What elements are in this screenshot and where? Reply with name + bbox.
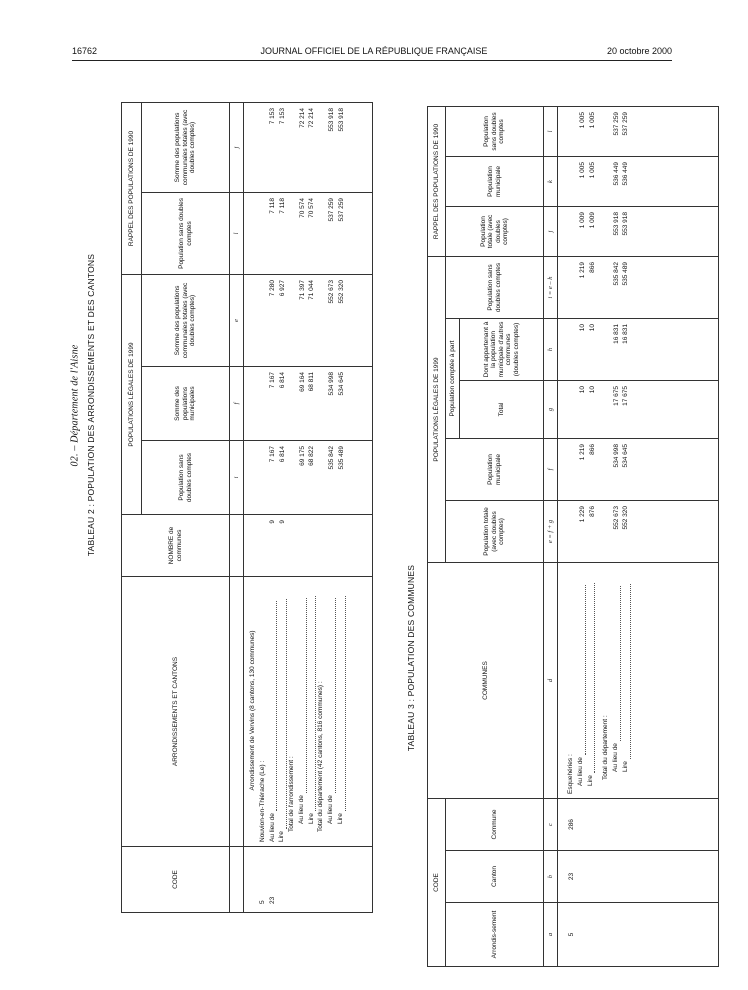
t3-lire-2: Lire <box>621 761 629 772</box>
t3-value-k-1: 1 005 <box>588 161 596 179</box>
t3-values-l <box>558 106 719 156</box>
t3-value-l-1: 1 005 <box>588 111 596 129</box>
t2-values-l <box>244 192 373 274</box>
t3-h-arrond: Arrondis-sement <box>446 903 544 967</box>
t2-h-arr: ARRONDISSEMENTS ET CANTONS <box>122 577 230 847</box>
t3-value-h-3: 16 831 <box>622 323 630 344</box>
t3-col-k: Population municipale <box>446 156 544 206</box>
t2-key-i: i <box>230 441 244 515</box>
t2-code-canton: 23 <box>268 896 276 904</box>
t2-col-j: Somme des populations communales totales (avec doubles comptes) <box>142 102 230 192</box>
t3-value-e-3: 552 320 <box>622 505 630 530</box>
table2-title: TABLEAU 2 : POPULATION DES ARRONDISSEMENTS ET DES CANTONS <box>86 253 96 557</box>
t3-col-g: Total <box>460 380 544 438</box>
t2-value-j-2: 72 214 <box>298 107 306 128</box>
t3-key-f: f <box>544 438 558 500</box>
t3-value-i-2: 535 842 <box>612 261 620 286</box>
t2-value-e-1: 6 927 <box>278 279 286 297</box>
t3-commune: Esquehéries : <box>567 754 574 794</box>
journal-title: JOURNAL OFFICIEL DE LA RÉPUBLIQUE FRANÇAISE <box>260 46 488 56</box>
t3-key-g: g <box>544 380 558 438</box>
t2-lire-2: Lire <box>307 813 315 824</box>
t3-key-a: a <box>544 903 558 967</box>
t3-value-h-0: 10 <box>579 323 586 332</box>
table2 <box>121 103 373 913</box>
t3-values-e <box>558 500 719 562</box>
t2-value-i-4: 535 842 <box>328 446 335 470</box>
t2-lire-3: Lire <box>336 813 344 824</box>
t3-code-a: 5 <box>558 903 719 967</box>
t3-values-h <box>558 318 719 380</box>
t2-col-e: Somme des populations communales totales (avec doubles comptes) <box>142 274 230 366</box>
t3-key-c: c <box>544 798 558 850</box>
t2-value-l-0: 7 118 <box>269 197 276 214</box>
t3-value-k-0: 1 005 <box>579 161 586 179</box>
t2-value-l-3: 70 574 <box>308 197 316 218</box>
t3-h-pop1999: POPULATIONS LÉGALES DE 1999 <box>428 256 446 562</box>
t3-value-g-3: 17 675 <box>622 385 630 406</box>
t3-value-g-2: 17 675 <box>612 385 620 406</box>
t3-h-comptee: Population comptée à part <box>446 318 460 438</box>
t2-au-lieu-2: Au lieu de <box>297 795 305 824</box>
t2-value-l-5: 537 259 <box>337 197 345 222</box>
t2-nb-1: 9 <box>278 520 286 524</box>
t2-values-j <box>244 102 373 192</box>
t3-value-l-2: 537 259 <box>612 111 620 136</box>
t3-value-h-2: 16 831 <box>612 323 620 344</box>
t3-value-i-0: 1 219 <box>579 261 586 279</box>
t3-key-i: i = e – h <box>544 256 558 318</box>
t2-value-e-4: 552 673 <box>328 279 335 304</box>
t2-codes <box>244 847 373 913</box>
t3-total-dep: Total du département : <box>602 715 610 780</box>
t3-values-f <box>558 438 719 500</box>
t3-lire: Lire <box>586 775 594 786</box>
t2-value-j-4: 553 918 <box>328 107 335 132</box>
t2-value-f-4: 534 998 <box>328 372 335 396</box>
t3-value-j-0: 1 009 <box>579 211 586 229</box>
t2-values-i <box>244 441 373 515</box>
t3-col-j: Population totale (avec doubles comptes) <box>446 206 544 256</box>
t2-col-i: Population sans doubles comptes <box>142 441 230 515</box>
t2-au-lieu: Au lieu de <box>268 813 276 842</box>
t3-values-j <box>558 206 719 256</box>
t3-code-c: 286 <box>558 798 719 850</box>
t3-values-k <box>558 156 719 206</box>
t2-value-e-2: 71 397 <box>298 279 306 300</box>
t2-value-f-1: 6 814 <box>278 372 286 389</box>
t2-key-f: f <box>230 367 244 441</box>
t2-key-l: l <box>230 192 244 274</box>
t3-key-l: l <box>544 106 558 156</box>
t2-value-j-1: 7 153 <box>278 107 286 125</box>
t2-h-pop1999: POPULATIONS LÉGALES DE 1999 <box>122 274 142 514</box>
page-date: 20 octobre 2000 <box>606 46 672 56</box>
t3-h-rappel: RAPPEL DES POPULATIONS DE 1990 <box>428 106 446 256</box>
table3-title: TABLEAU 3 : POPULATION DES COMMUNES <box>406 564 416 752</box>
t3-value-k-2: 536 449 <box>612 161 620 186</box>
t3-key-k: k <box>544 156 558 206</box>
t2-col-l: Population sans doubles comptes <box>142 192 230 274</box>
t3-value-l-3: 537 259 <box>622 111 630 136</box>
t2-value-f-2: 69 164 <box>298 372 306 392</box>
t2-value-i-1: 6 814 <box>278 446 286 463</box>
t2-lire: Lire <box>278 831 286 842</box>
t2-value-i-2: 69 175 <box>298 446 306 466</box>
t3-value-l-0: 1 005 <box>579 111 586 129</box>
t2-value-l-4: 537 259 <box>328 197 335 222</box>
t2-value-f-5: 534 645 <box>337 372 345 396</box>
t3-value-e-2: 552 673 <box>612 505 620 530</box>
t2-canton: Nouvion-en-Thiérache (Le) : <box>258 760 266 842</box>
t2-value-j-0: 7 153 <box>269 107 276 125</box>
t3-au-lieu: Au lieu de <box>576 757 584 786</box>
header-rule <box>72 60 672 61</box>
t3-key-h: h <box>544 318 558 380</box>
t2-value-i-0: 7 167 <box>269 446 276 463</box>
t3-key-b: b <box>544 851 558 903</box>
t3-h-canton: Canton <box>446 851 544 903</box>
t3-value-e-0: 1 229 <box>579 505 586 523</box>
t3-code-b: 23 <box>558 851 719 903</box>
t2-value-e-3: 71 044 <box>308 279 316 300</box>
t3-col-i: Population sans doubles comptes <box>446 256 544 318</box>
t3-col-f: Population municipale <box>446 438 544 500</box>
t3-values-g <box>558 380 719 438</box>
t3-value-f-3: 534 645 <box>622 443 630 468</box>
t3-value-f-1: 866 <box>588 443 596 455</box>
t3-body-labels <box>558 562 719 798</box>
t2-h-nombre: NOMBRE de communes <box>122 515 230 577</box>
t2-value-l-2: 70 574 <box>298 197 306 218</box>
t3-value-g-1: 10 <box>588 385 596 394</box>
t3-value-j-3: 553 918 <box>622 211 630 236</box>
t2-value-f-3: 68 811 <box>308 372 316 392</box>
t3-value-i-1: 866 <box>588 261 596 273</box>
t2-total-arr: Total de l'arrondissement : <box>288 756 295 832</box>
t2-nb-0: 9 <box>269 520 276 524</box>
t3-value-g-0: 10 <box>579 385 586 394</box>
t3-value-e-1: 876 <box>588 505 596 517</box>
t2-col-f: Somme des populations municipales <box>142 367 230 441</box>
t2-value-i-3: 68 822 <box>308 446 316 466</box>
t2-values-e <box>244 274 373 366</box>
t2-value-e-0: 7 280 <box>269 279 276 297</box>
t2-code-arr: 5 <box>259 900 266 904</box>
t2-au-lieu-3: Au lieu de <box>327 795 334 824</box>
t3-values-i <box>558 256 719 318</box>
t2-total-dep: Total du département (42 cantons, 816 communes) : <box>317 681 325 832</box>
t2-value-e-5: 552 320 <box>337 279 345 304</box>
t3-h-communes: COMMUNES <box>428 562 544 798</box>
t2-value-f-0: 7 167 <box>269 372 276 389</box>
t2-key-e: e <box>230 274 244 366</box>
t2-body-labels <box>244 577 373 847</box>
t3-h-code: CODE <box>428 798 446 966</box>
t3-value-j-1: 1 009 <box>588 211 596 229</box>
t3-key-e: e = f + g <box>544 500 558 562</box>
t3-col-l: Population sans doubles comptes <box>446 106 544 156</box>
department-title: 02. – Département de l'Aisne <box>69 344 81 467</box>
t2-values-f <box>244 367 373 441</box>
t2-value-j-3: 72 214 <box>308 107 316 128</box>
t3-value-k-3: 536 449 <box>622 161 630 186</box>
table3 <box>427 107 719 967</box>
t3-h-commune: Commune <box>446 798 544 850</box>
t3-col-e: Population totale (avec doubles comptes) <box>446 500 544 562</box>
t3-au-lieu-2: Au lieu de <box>612 743 619 772</box>
t2-key-j: j <box>230 102 244 192</box>
t2-nb <box>244 515 373 577</box>
t2-h-code: CODE <box>122 847 230 913</box>
t3-value-f-0: 1 219 <box>579 443 586 461</box>
t3-value-f-2: 534 998 <box>612 443 620 468</box>
t2-value-i-5: 535 489 <box>337 446 345 470</box>
t3-value-j-2: 553 918 <box>612 211 620 236</box>
page-number: 16762 <box>72 46 98 56</box>
t3-col-h: Dont appartenant à la population municipale d'autres communes (doubles comptes) <box>460 318 544 380</box>
t2-value-j-5: 553 918 <box>337 107 345 132</box>
t3-value-h-1: 10 <box>588 323 596 332</box>
t2-h-rappel: RAPPEL DES POPULATIONS DE 1990 <box>122 102 142 274</box>
t2-arr-title: Arrondissement de Vervins (8 cantons, 130 communes) <box>249 630 256 791</box>
t3-value-i-3: 535 489 <box>622 261 630 286</box>
t2-value-l-1: 7 118 <box>278 197 286 214</box>
t3-key-j: j <box>544 206 558 256</box>
t3-key-d: d <box>544 562 558 798</box>
